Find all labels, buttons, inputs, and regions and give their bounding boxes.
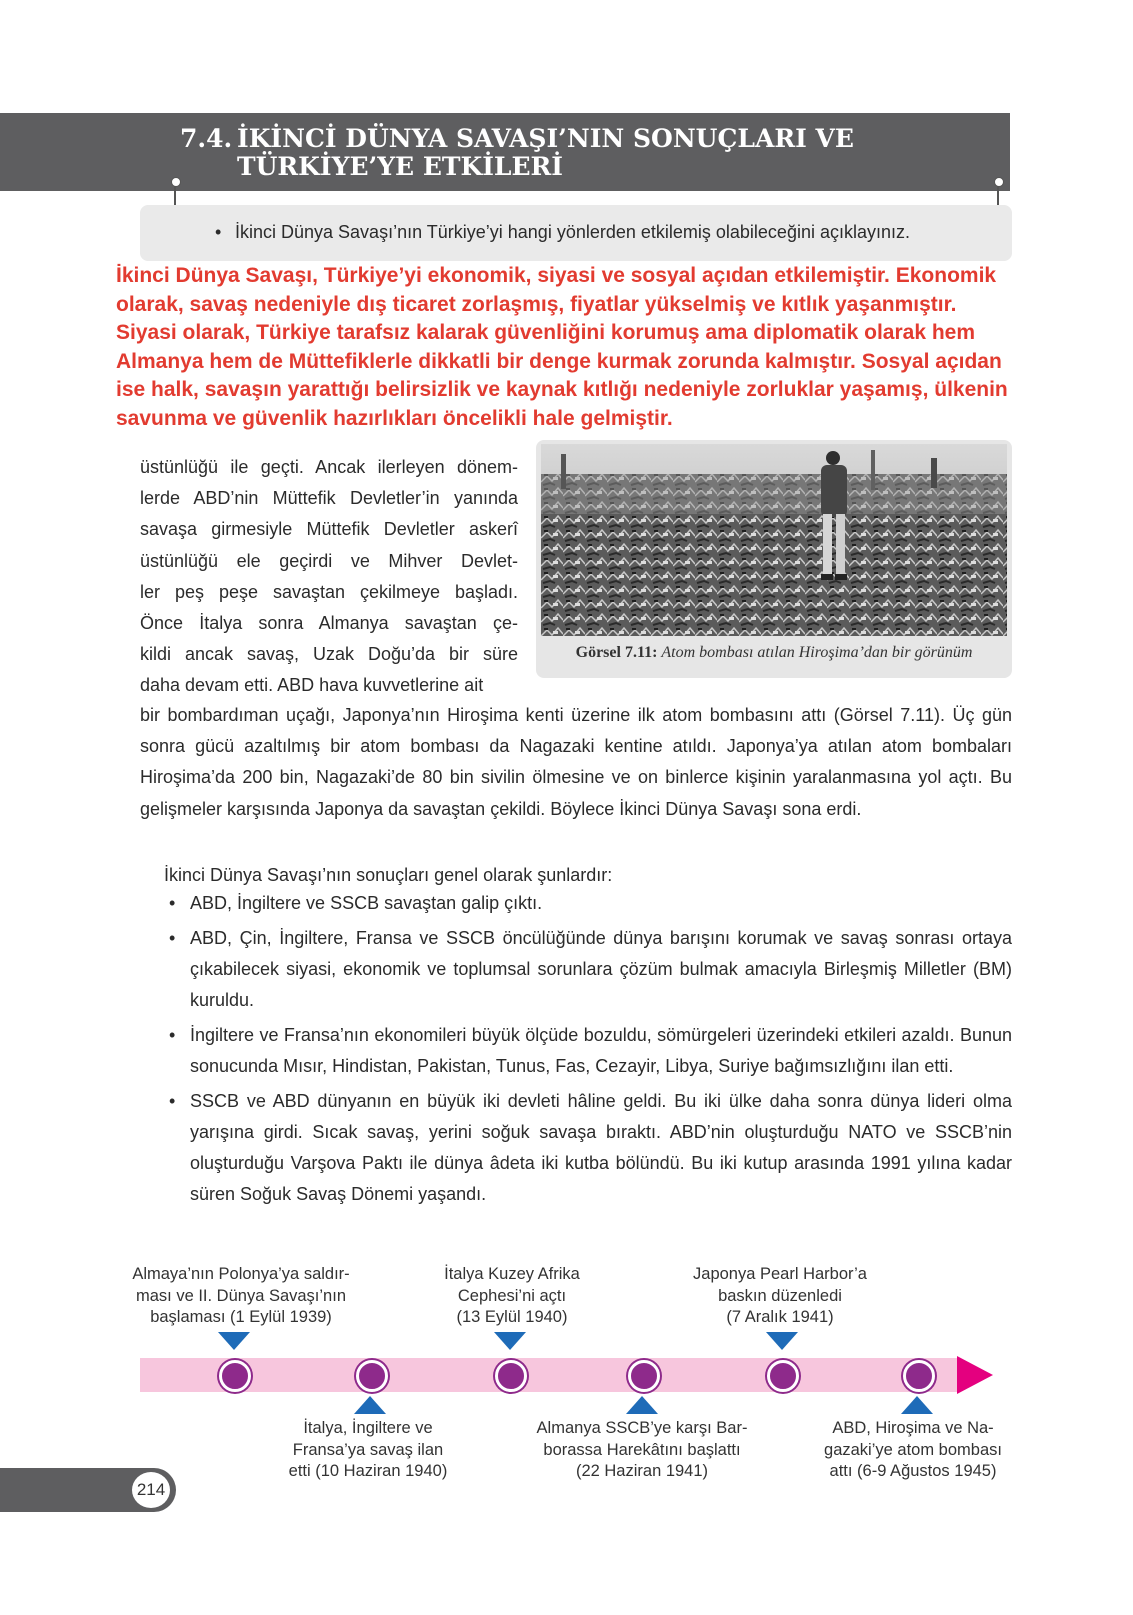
timeline-event-line: ABD, Hiroşima ve Na- bbox=[832, 1419, 994, 1437]
timeline-event-line: baskın düzenledi bbox=[718, 1286, 842, 1305]
timeline-event-bottom bbox=[522, 1418, 762, 1483]
timeline-marker-down-icon bbox=[766, 1332, 798, 1350]
timeline-marker-up-icon bbox=[626, 1396, 658, 1414]
results-list bbox=[164, 888, 1012, 1214]
answer-text: İkinci Dünya Savaşı, Türkiye’yi ekonomik, siyasi ve sosyal açıdan etkilemiştir. Ekonomik olarak, savaş nedeniyle dış ticaret zorlaşmış, fiyatlar yükselmiş ve kıtlık yaşanmıştır. Siyasi olarak, Türkiye tarafsız kalarak güvenliğini korumuş ama diplomatik olarak hem Almanya hem de Müttefiklerle dikkatli bir denge kurmak zorunda kalmıştır. Sosyal açıdan ise halk, savaşın yarattığı belirsizlik ve kaynak kıtlığı nedeniyle zorluklar yaşamış, ülkenin savunma ve güvenlik hazırlıkları öncelikli hale gelmiştir. bbox=[116, 264, 1008, 430]
section-title-text: İKİNCİ DÜNYA SAVAŞI’NIN SONUÇLARI VE TÜRKİYE’YE ETKİLERİ bbox=[237, 124, 854, 181]
question-box bbox=[140, 205, 1012, 261]
timeline-event-line: (7 Aralık 1941) bbox=[726, 1308, 834, 1326]
list-item-text: İngiltere ve Fransa’nın ekonomileri büyük ölçüde bozuldu, sömürgeleri üzerindeki etkileri azaldı. Bunun sonucunda Mısır, Hindistan, Pakistan, Tunus, Fas, Cezayir, Libya, Suriye bağımsızlığını ilan etti. bbox=[190, 1025, 1012, 1076]
timeline-event-line: etti (10 Haziran 1940) bbox=[288, 1462, 448, 1480]
timeline-dot bbox=[356, 1360, 388, 1392]
hiroshima-ruins-photo bbox=[541, 444, 1007, 636]
body-line: üstünlüğü ele geçirdi ve Mihver Devlet- bbox=[140, 550, 518, 571]
timeline-marker-up-icon bbox=[354, 1396, 386, 1414]
timeline-event-top bbox=[412, 1264, 612, 1329]
figure-card bbox=[536, 440, 1012, 678]
list-item bbox=[164, 1020, 1012, 1082]
body-line: daha devam etti. ABD hava kuvvetlerine ait bbox=[140, 675, 484, 696]
body-text-full: bir bombardıman uçağı, Japonya’nın Hiroşima kenti üzerine ilk atom bombasını attı (Görsel 7.11). Üç gün sonra gücü azaltılmış bir atom bombası da Nagazaki kentine atıldı. Japonya’ya atılan atom bombaları Hiroşima’da 200 bin, Nagazaki’de 80 bin sivilin ölmesine ve on binlerce kişinin yaralanmasına yol açtı. Bu gelişmeler karşısında Japonya da savaştan çekildi. Böylece İkinci Dünya Savaşı sona erdi. bbox=[140, 705, 1012, 819]
timeline-event-line: Japonya Pearl Harbor’a bbox=[693, 1265, 867, 1283]
list-item-text: ABD, Çin, İngiltere, Fransa ve SSCB öncülüğünde dünya barışını korumak ve savaş sonrası ortaya çıkabilecek siyasi, ekonomik ve toplumsal sorunlara çözüm bulmak amacıyla Birleşmiş Milletler (BM) kuruldu. bbox=[190, 928, 1012, 1010]
figure-caption bbox=[536, 644, 1012, 662]
timeline-dot bbox=[767, 1360, 799, 1392]
timeline-event-line: Fransa’ya savaş ilan bbox=[292, 1440, 444, 1459]
timeline-dot bbox=[495, 1360, 527, 1392]
timeline-event-line: (13 Eylül 1940) bbox=[456, 1308, 568, 1326]
body-line: lerde ABD’nin Müttefik Devletler’in yanında bbox=[140, 488, 518, 509]
timeline-event-bottom bbox=[268, 1418, 468, 1483]
timeline-marker-down-icon bbox=[494, 1332, 526, 1350]
timeline-dot bbox=[219, 1360, 251, 1392]
timeline-event-line: attı (6-9 Ağustos 1945) bbox=[829, 1462, 997, 1480]
list-item-text: SSCB ve ABD dünyanın en büyük iki devleti hâline geldi. Bu iki ülke daha sonra dünya lideri olma yarışına girdi. Sıcak savaş, yerini soğuk savaşa bıraktı. ABD’nin oluşturduğu NATO ve SSCB’nin oluşturduğu Varşova Paktı ile dünya âdeta iki kutba bölündü. Bu iki kutup arasında 1991 yılına kadar süren Soğuk Savaş Dönemi yaşandı. bbox=[190, 1091, 1012, 1204]
timeline-event-line: İtalya Kuzey Afrika bbox=[444, 1265, 580, 1283]
list-item-text: ABD, İngiltere ve SSCB savaştan galip çıktı. bbox=[190, 893, 543, 913]
bullet-dot: • bbox=[169, 893, 176, 913]
timeline-arrow-icon bbox=[957, 1356, 993, 1394]
timeline-event-top bbox=[120, 1264, 362, 1329]
timeline-event-line: Cephesi’ni açtı bbox=[457, 1286, 567, 1305]
section-number: 7.4. bbox=[180, 124, 233, 153]
body-text-wrapped bbox=[140, 452, 518, 702]
bullet-dot: • bbox=[169, 928, 176, 948]
timeline-event-line: Almaya’nın Polonya’ya saldır- bbox=[132, 1265, 350, 1283]
timeline-marker-up-icon bbox=[901, 1396, 933, 1414]
results-intro: İkinci Dünya Savaşı’nın sonuçları genel olarak şunlardır: bbox=[164, 865, 613, 885]
figure-caption-text: Atom bombası atılan Hiroşima’dan bir görünüm bbox=[661, 644, 973, 661]
body-line: Önce İtalya sonra Almanya savaştan çe- bbox=[140, 613, 518, 634]
page-number: 214 bbox=[132, 1472, 170, 1508]
figure-label: Görsel 7.11: bbox=[575, 644, 658, 661]
timeline-event-line: (22 Haziran 1941) bbox=[575, 1462, 709, 1480]
timeline-event-line: ması ve II. Dünya Savaşı’nın bbox=[135, 1286, 346, 1305]
timeline-marker-down-icon bbox=[218, 1332, 250, 1350]
question-text: İkinci Dünya Savaşı’nın Türkiye’yi hangi yönlerden etkilemiş olabileceğini açıklayınız. bbox=[235, 222, 910, 242]
list-item bbox=[164, 923, 1012, 1016]
timeline-dot bbox=[628, 1360, 660, 1392]
timeline-event-line: borassa Harekâtını başlattı bbox=[543, 1440, 741, 1459]
question-bullet: • bbox=[215, 222, 222, 242]
timeline-event-line: başlaması (1 Eylül 1939) bbox=[150, 1308, 332, 1326]
timeline-dot bbox=[903, 1360, 935, 1392]
timeline-event-line: gazaki’ye atom bombası bbox=[824, 1440, 1002, 1459]
body-line: ler peş peşe savaştan çekilmeye başladı. bbox=[140, 581, 518, 602]
body-line: savaşa girmesiyle Müttefik Devletler askerî bbox=[140, 519, 518, 540]
list-item bbox=[164, 888, 1012, 919]
timeline-event-bottom bbox=[806, 1418, 1020, 1483]
timeline-event-line: Almanya SSCB’ye karşı Bar- bbox=[536, 1419, 748, 1437]
bullet-dot: • bbox=[169, 1025, 176, 1045]
bullet-dot: • bbox=[169, 1091, 176, 1111]
body-line: üstünlüğü ile geçti. Ancak ilerleyen dönem- bbox=[140, 457, 518, 477]
timeline-event-top bbox=[670, 1264, 890, 1329]
timeline-band bbox=[140, 1358, 958, 1392]
body-line: kildi ancak savaş, Uzak Doğu’da bir süre bbox=[140, 644, 518, 665]
list-item bbox=[164, 1086, 1012, 1210]
timeline-event-line: İtalya, İngiltere ve bbox=[303, 1419, 433, 1437]
